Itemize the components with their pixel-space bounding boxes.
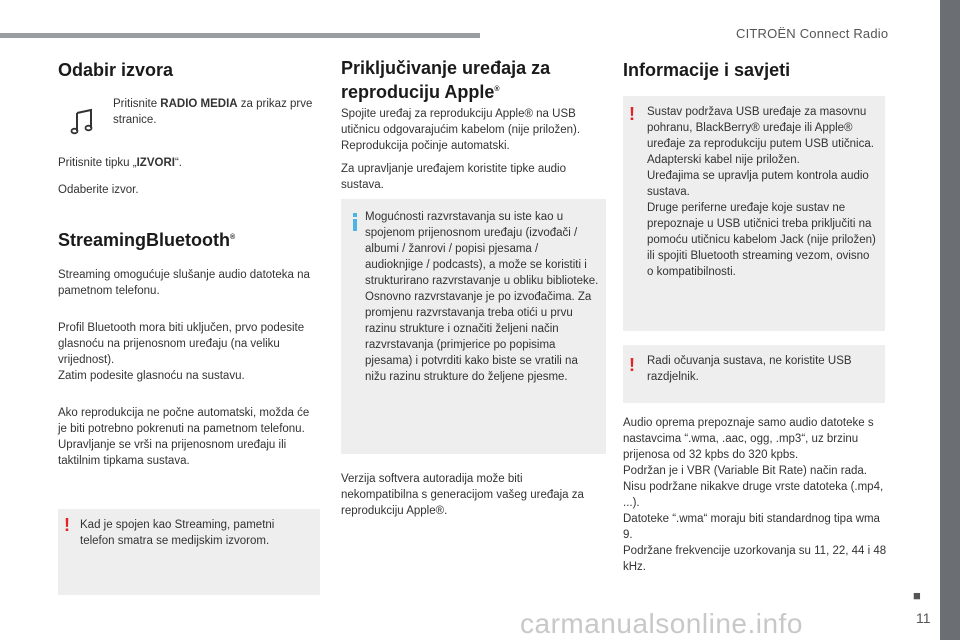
usb-hub-warning-box: [623, 345, 885, 403]
info-icon: [353, 219, 357, 231]
usb-hub-warning-text: Radi očuvanja sustava, ne koristite USB razdjelnik.: [647, 355, 852, 383]
section-title-info: Informacije i savjeti: [623, 60, 791, 80]
header-rule: [0, 33, 480, 38]
radio-media-instruction: Pritisnite RADIO MEDIA za prikaz prve stranice.: [113, 98, 313, 126]
page-edge-strip: [940, 0, 960, 640]
warning-icon: !: [64, 515, 70, 535]
continue-marker: ■: [913, 588, 921, 603]
usb-warning-text: Sustav podržava USB uređaje za masovnu pohranu, BlackBerry® uređaje ili Apple® uređaje za reprodukciju putem USB utičnica. Adapterski kabel nije priložen. Uređajima se upravlja putem kontrola audio sustava. Druge periferne uređaje koje sustav ne prepoznaje u USB utičnici treba priključiti na pomoću utičnicu kabelom Jack (nije priložen) ili spojiti Bluetooth streaming vezom, ovisno o kompatibilnosti.: [647, 106, 876, 278]
streaming-para-3: Ako reprodukcija ne počne automatski, možda će je biti potrebno pokrenuti na pametnom telefonu. Upravljanje se vrši na prijenosnom uređaju ili taktilnim tipkama sustava.: [58, 407, 310, 467]
page-number: 11: [916, 610, 931, 626]
header-title: CITROËN Connect Radio: [736, 26, 889, 41]
apple-para-3: Verzija softvera autoradija može biti nekompatibilna s generacijom vašeg uređaja za reprodukciju Apple®.: [341, 473, 584, 517]
apple-info-box: [341, 199, 606, 454]
warning-icon: !: [629, 104, 635, 124]
warning-icon: !: [629, 355, 635, 375]
streaming-warning-text: Kad je spojen kao Streaming, pametni telefon smatra se medijskim izvorom.: [80, 519, 275, 547]
select-source-text: Odaberite izvor.: [58, 184, 139, 196]
info-icon-dot: [353, 213, 357, 217]
streaming-warning-box: [58, 509, 320, 595]
music-note-icon: [68, 108, 96, 136]
apple-para-1: Spojite uređaj za reprodukciju Apple® na USB utičnicu odgovarajućim kabelom (nije priložen). Reprodukcija počinje automatski.: [341, 108, 581, 152]
section-title-odabir: Odabir izvora: [58, 60, 174, 80]
section-title-apple: Priključivanje uređaja za reproduciju Apple®: [341, 58, 551, 102]
section-title-streaming: StreamingBluetooth®: [58, 230, 236, 250]
watermark: carmanualsonline.info: [520, 608, 803, 639]
audio-format-text: Audio oprema prepoznaje samo audio datoteke s nastavcima “.wma, .aac, ogg, .mp3“, uz brzinu prijenosa od 32 kpbs do 320 kpbs. Podržan je i VBR (Variable Bit Rate) način rada. Nisu podržane nikakve druge vrste datoteka (.mp4, ...). Datoteke “.wma“ moraju biti standardnog tipa wma 9. Podržane frekvencije uzorkovanja su 11, 22, 44 i 48 kHz.: [623, 417, 887, 573]
apple-info-text: Mogućnosti razvrstavanja su iste kao u spojenom prijenosnom uređaju (izvođači / albumi / žanrovi / popisi pjesama / audioknjige / podcasts), a može se koristiti i strukturirano razvrstavanje u obliku biblioteke. Osnovno razvrstavanje je po izvođačima. Za promjenu razvrstavanja treba otići u prvu razinu strukture i označiti željeni način razvrstavanja (primjerice po popisima pjesama) i potvrditi kako biste se vratili na nižu razinu strukture do željene pjesme.: [365, 211, 599, 383]
streaming-para-2: Profil Bluetooth mora biti uključen, prvo podesite glasnoću na prijenosnom uređaju (na veliku vrijednost). Zatim podesite glasnoću na sustavu.: [58, 322, 305, 382]
apple-para-2: Za upravljanje uređajem koristite tipke audio sustava.: [341, 163, 567, 191]
usb-warning-box: [623, 96, 885, 331]
streaming-para-1: Streaming omogućuje slušanje audio datoteka na pametnom telefonu.: [58, 269, 310, 297]
izvori-instruction: Pritisnite tipku „IZVORI“.: [58, 157, 182, 169]
